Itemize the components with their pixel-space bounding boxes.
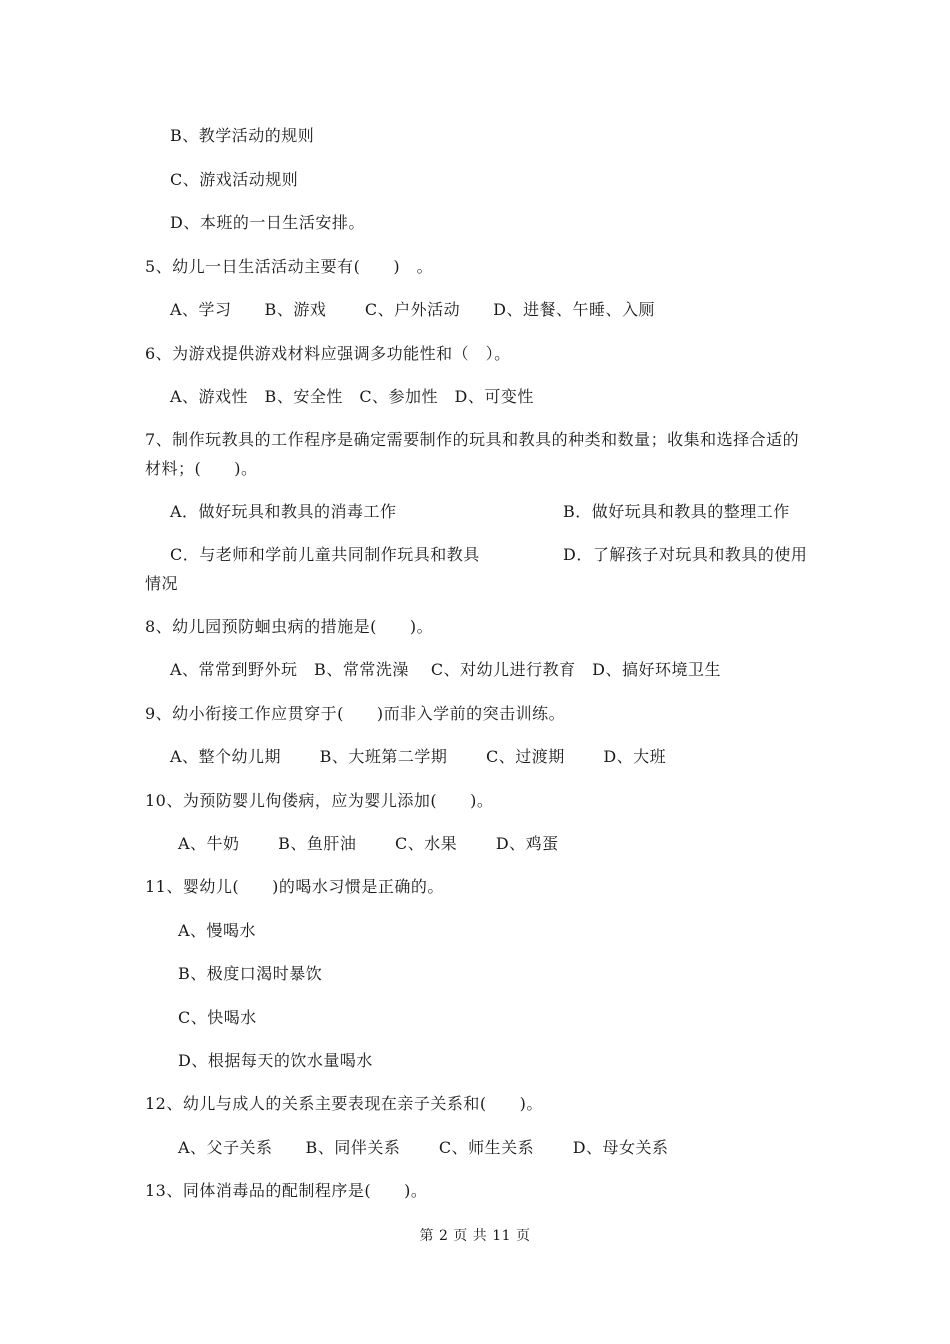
q6-stem: 6、为游戏提供游戏材料应强调多功能性和（ ）。: [145, 344, 511, 363]
q7-option-a: A．做好玩具和教具的消毒工作: [170, 502, 397, 521]
q10-stem: 10、为预防婴儿佝偻病，应为婴儿添加( )。: [145, 791, 494, 810]
q13-stem: 13、同体消毒品的配制程序是( )。: [145, 1181, 428, 1200]
q6-options: A、游戏性 B、安全性 C、参加性 D、可变性: [170, 387, 534, 406]
q4-option-b: B、教学活动的规则: [170, 126, 315, 145]
q12-options: A、父子关系 B、同伴关系 C、师生关系 D、母女关系: [178, 1138, 669, 1157]
q7-stem-line1: 7、制作玩教具的工作程序是确定需要制作的玩具和教具的种类和数量；收集和选择合适的: [145, 430, 800, 449]
q4-option-c: C、游戏活动规则: [170, 170, 299, 189]
q7-option-b: B．做好玩具和教具的整理工作: [563, 502, 790, 521]
q8-options: A、常常到野外玩 B、常常洗澡 C、对幼儿进行教育 D、搞好环境卫生: [170, 660, 721, 679]
q5-options: A、学习 B、游戏 C、户外活动 D、进餐、午睡、入厕: [170, 300, 655, 319]
page-footer: 第 2 页 共 11 页: [419, 1228, 531, 1244]
q12-stem: 12、幼儿与成人的关系主要表现在亲子关系和( )。: [145, 1094, 543, 1113]
q7-stem-line2: 材料；( )。: [145, 459, 258, 478]
q8-stem: 8、幼儿园预防蛔虫病的措施是( )。: [145, 617, 434, 636]
q11-option-b: B、极度口渴时暴饮: [178, 964, 323, 983]
q7-option-d-continued: 情况: [145, 574, 179, 593]
q10-options: A、牛奶 B、鱼肝油 C、水果 D、鸡蛋: [178, 834, 559, 853]
q7-option-d: D．了解孩子对玩具和教具的使用: [563, 545, 808, 564]
q11-option-c: C、快喝水: [178, 1008, 257, 1027]
q5-stem: 5、幼儿一日生活活动主要有( ) 。: [145, 257, 434, 276]
q9-options: A、整个幼儿期 B、大班第二学期 C、过渡期 D、大班: [170, 747, 667, 766]
q4-option-d: D、本班的一日生活安排。: [170, 213, 365, 232]
q11-option-d: D、根据每天的饮水量喝水: [178, 1051, 373, 1070]
q11-stem: 11、婴幼儿( )的喝水习惯是正确的。: [145, 877, 444, 896]
q11-option-a: A、慢喝水: [178, 921, 257, 940]
q9-stem: 9、幼小衔接工作应贯穿于( )而非入学前的突击训练。: [145, 704, 566, 723]
q7-option-c: C．与老师和学前儿童共同制作玩具和教具: [170, 545, 480, 564]
